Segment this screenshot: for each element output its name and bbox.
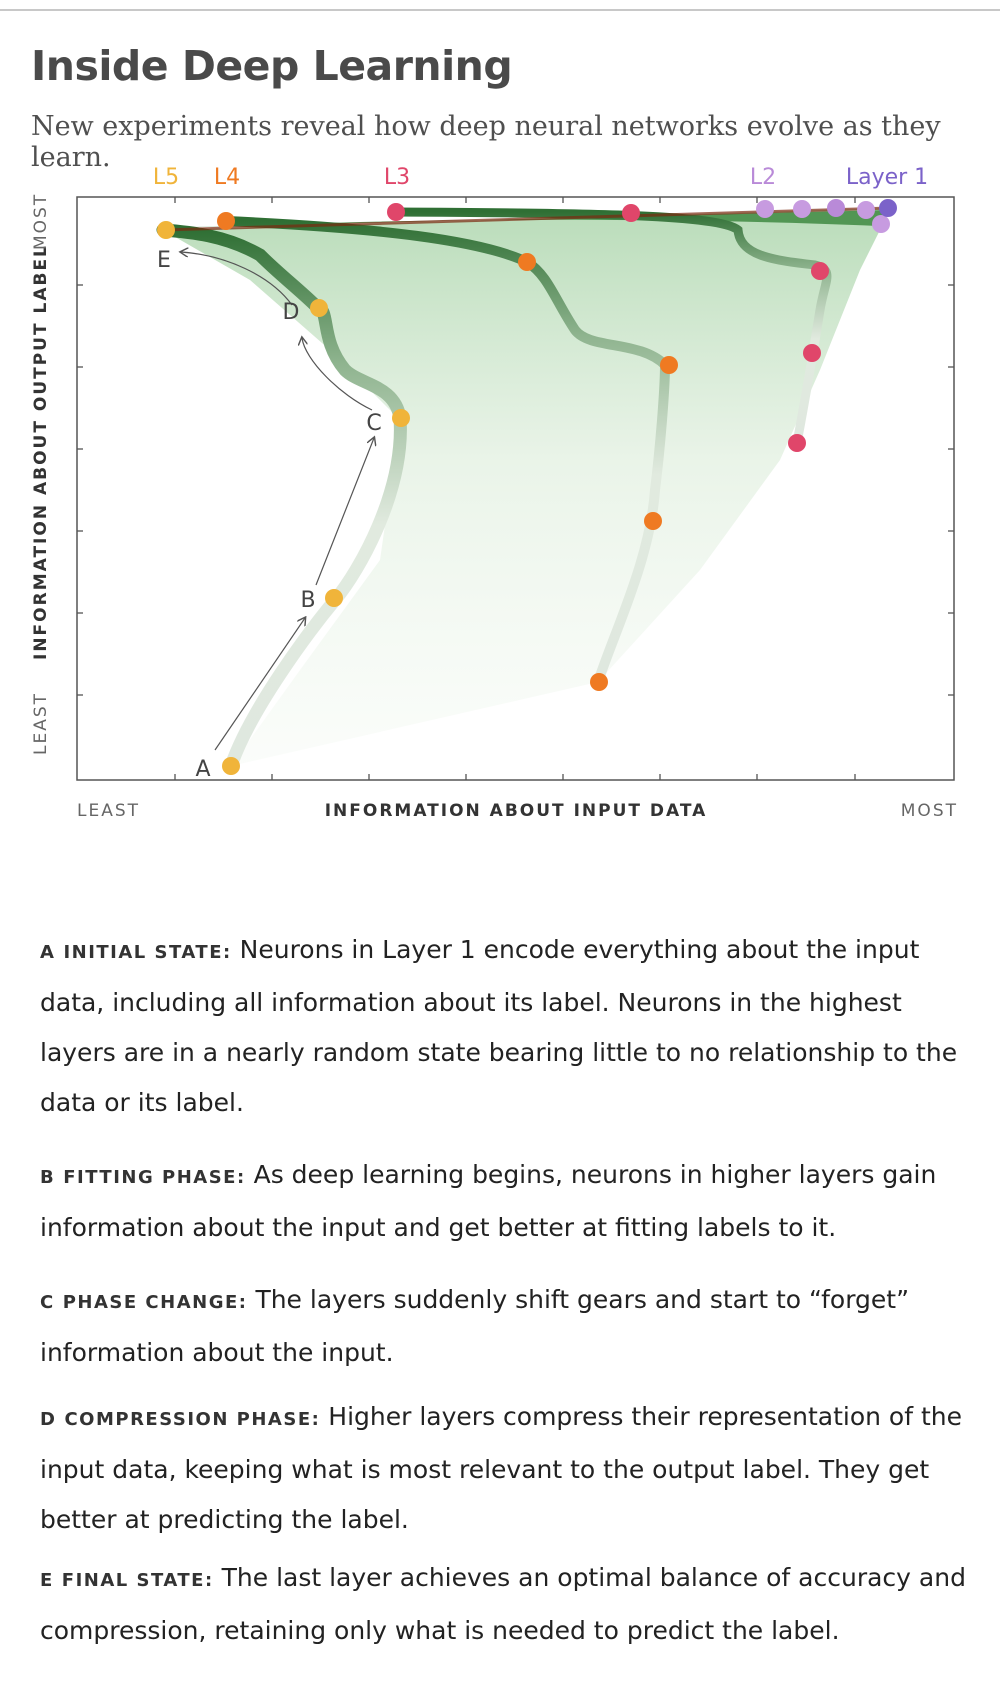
note-heading: COMPRESSION PHASE: — [64, 1409, 321, 1430]
stage-label-c: C — [366, 411, 382, 436]
legend-layer-1: Layer 1 — [845, 165, 929, 190]
note-letter: C — [40, 1292, 55, 1313]
note-text: The layers suddenly shift gears and start to “forget” information about the input. — [40, 1285, 910, 1367]
note-heading: FINAL STATE: — [61, 1570, 214, 1591]
point-l4-2 — [518, 253, 536, 271]
point-l2-2 — [793, 200, 811, 218]
x-axis-high-label: MOST — [900, 801, 958, 821]
note-letter: B — [40, 1167, 56, 1188]
y-axis-low-label: LEAST — [31, 691, 51, 755]
page-title: Inside Deep Learning — [31, 42, 513, 90]
legend-l5: L5 — [152, 165, 180, 190]
note-compression-phase — [40, 1392, 970, 1545]
y-axis-high-label: MOST — [31, 192, 51, 250]
point-l3-3 — [811, 262, 829, 280]
note-text: The last layer achieves an optimal balance of accuracy and compression, retaining only what is needed to predict the label. — [40, 1563, 966, 1645]
point-layer-1 — [879, 199, 897, 217]
layer-legend — [153, 165, 928, 190]
x-axis-title: INFORMATION ABOUT INPUT DATA — [324, 801, 708, 821]
note-heading: PHASE CHANGE: — [62, 1292, 248, 1313]
note-heading: FITTING PHASE: — [63, 1167, 246, 1188]
point-l4-4 — [644, 512, 662, 530]
legend-l2: L2 — [749, 165, 777, 190]
point-l5-c — [392, 409, 410, 427]
note-letter: E — [40, 1570, 54, 1591]
top-divider — [0, 9, 1000, 11]
note-text: Higher layers compress their representation of the input data, keeping what is most relevant to the output label. They get better at predicting the label. — [40, 1402, 962, 1534]
point-l4-5 — [590, 673, 608, 691]
note-initial-state — [40, 925, 970, 1128]
stage-label-d: D — [282, 300, 300, 325]
note-phase-change — [40, 1275, 970, 1378]
note-text: As deep learning begins, neurons in higher layers gain information about the input and get better at fitting labels to it. — [40, 1160, 937, 1242]
legend-l4: L4 — [213, 165, 241, 190]
point-l2-4 — [857, 201, 875, 219]
stage-label-a: A — [195, 757, 211, 782]
point-l4-1 — [217, 212, 235, 230]
x-axis-low-label: LEAST — [77, 801, 141, 821]
note-letter: D — [40, 1409, 57, 1430]
point-l5-b — [325, 589, 343, 607]
note-final-state — [40, 1553, 970, 1656]
point-l2-1 — [756, 200, 774, 218]
point-l3-2 — [622, 204, 640, 222]
y-axis-title: INFORMATION ABOUT OUTPUT LABEL — [31, 244, 51, 660]
stage-label-b: B — [300, 588, 316, 613]
point-l2-5 — [872, 215, 890, 233]
point-l4-3 — [660, 356, 678, 374]
information-plane-diagram — [0, 160, 1000, 900]
point-l5-e — [157, 221, 175, 239]
note-text: Neurons in Layer 1 encode everything about the input data, including all information about its label. Neurons in the highest layers are in a nearly random state bearing little to no relationship to the data or its label. — [40, 935, 958, 1117]
note-letter: A — [40, 942, 56, 963]
note-heading: INITIAL STATE: — [63, 942, 232, 963]
stage-label-e: E — [157, 248, 171, 273]
point-l5-d — [310, 299, 328, 317]
point-l3-1 — [387, 203, 405, 221]
note-fitting-phase — [40, 1150, 970, 1253]
point-l2-3 — [827, 199, 845, 217]
point-l5-a — [222, 757, 240, 775]
point-l3-4 — [803, 344, 821, 362]
legend-l3: L3 — [383, 165, 411, 190]
page-subtitle: New experiments reveal how deep neural networks evolve as they learn. — [31, 111, 941, 173]
point-l3-5 — [788, 434, 806, 452]
